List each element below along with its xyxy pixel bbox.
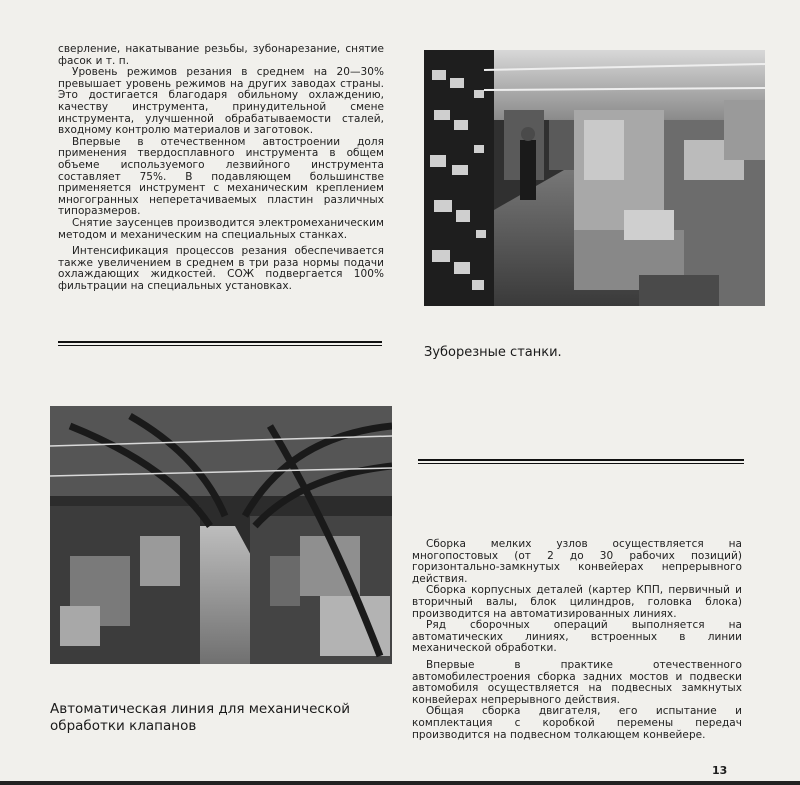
top-paragraph-4: Снятие заусенцев производится электромеханическим методом и механическим на специальных станках. [58, 216, 384, 241]
bottom-paragraph-5: Общая сборка двигателя, его испытание и комплектация с коробкой перемены передач производится на подвесном толкающем конвейере. [412, 705, 742, 741]
top-paragraph-2: Уровень режимов резания в среднем на 20—30% превышает уровень режимов на других заводах страны. Это достигается благодаря обильному охлаждению, качеству инструмента, принудительной смене инструмента, улучшенной обрабатываемости сталей, входному контролю материалов и заготовок. [58, 66, 384, 137]
gear-cutting-machines-photo [424, 50, 765, 306]
valve-line-illustration [50, 406, 392, 664]
gear-cutting-machines-illustration [424, 50, 765, 306]
top-paragraph-1: сверление, накатывание резьбы, зубонарезание, снятие фасок и т. п. [58, 43, 384, 67]
valve-line-photo [50, 406, 392, 664]
top-text-column [58, 44, 384, 292]
bottom-paragraph-4: Впервые в практике отечественного автомобилестроения сборка задних мостов и подвески автомобиля осуществляется на подвесных замкнутых конвейерах непрерывного действия. [412, 658, 742, 706]
valve-line-caption-line-2: обработки клапанов [50, 718, 197, 734]
valve-line-caption-line-1: Автоматическая линия для механической [50, 701, 350, 717]
top-paragraph-5: Интенсификация процессов резания обеспечивается также увеличением в среднем в три раза нормы подачи охлаждающих жидкостей. СОЖ подвергается 100% фильтрации на специальных установках. [58, 245, 384, 292]
gear-cutting-caption: Зуборезные станки. [424, 345, 562, 360]
right-divider-rule [418, 459, 744, 464]
bottom-paragraph-2: Сборка корпусных деталей (картер КПП, первичный и вторичный валы, блок цилиндров, головка блока) производится на автоматизированных линиях. [412, 584, 742, 620]
bottom-paragraph-1: Сборка мелких узлов осуществляется на многопостовых (от 2 до 30 рабочих позиций) горизонтально-замкнутых конвейерах непрерывного действия. [412, 538, 742, 585]
bottom-text-column [412, 539, 742, 741]
bottom-paragraph-3: Ряд сборочных операций выполняется на автоматических линиях, встроенных в линии механической обработки. [412, 619, 742, 655]
page-number: 13 [712, 764, 728, 777]
page-bottom-edge [0, 781, 800, 785]
left-divider-rule [58, 341, 382, 346]
valve-line-caption [50, 701, 350, 735]
top-paragraph-3: Впервые в отечественном автостроении доля применения твердосплавного инструмента в общем объеме используемого лезвийного инструмента составляет 75%. В подавляющем большинстве применяется инструмент с механическим креплением многогранных неперетачиваемых пластин различных типоразмеров. [58, 135, 384, 218]
